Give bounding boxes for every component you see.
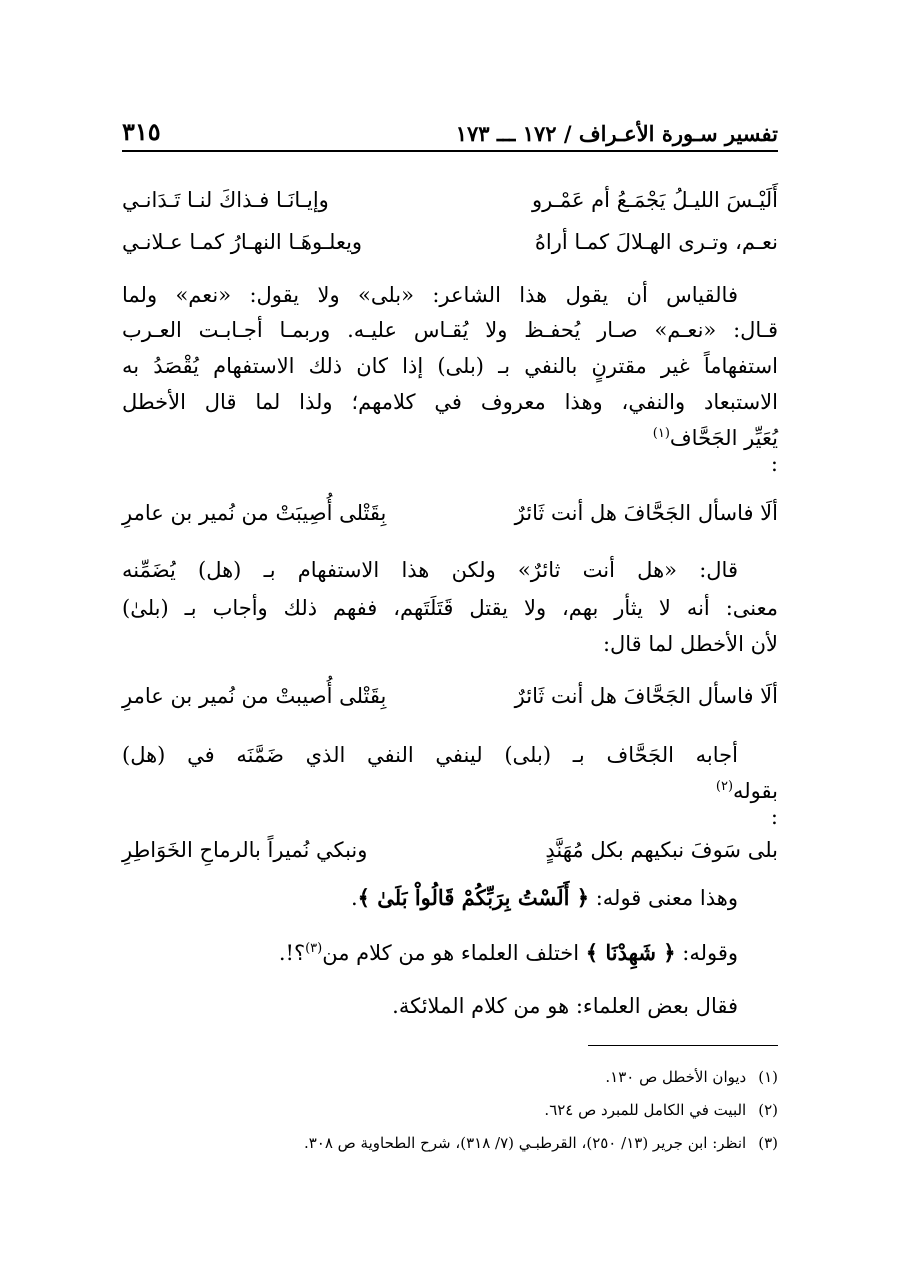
paragraph-line: لأن الأخطل لما قال: xyxy=(602,632,778,656)
footnote-marker: (١) xyxy=(652,426,670,441)
footnote-rule xyxy=(588,1045,778,1046)
verse-hemistich-left: ويعلـوهَـا النهـارُ كمـا عـلانـي xyxy=(122,230,363,254)
paragraph-line: استفهاماً غير مقترنٍ بالنفي بـ (بلى) إذا كان ذلك الاستفهام يُقْصَدُ به xyxy=(122,354,778,378)
quran-citation-line xyxy=(122,942,778,964)
paragraph-text: يُعَيِّر الجَحَّاف xyxy=(669,426,778,450)
verse-line-2 xyxy=(122,232,778,253)
footnote-text: ديوان الأخطل ص ١٣٠. xyxy=(605,1068,747,1086)
verse-hemistich-left: ونبكي نُميراً بالرماحِ الخَوَاطِرِ xyxy=(122,838,368,862)
page-header xyxy=(122,112,778,146)
citation-prefix: وقوله: xyxy=(675,941,738,965)
header-rule xyxy=(122,150,778,152)
paragraph-line: أجابه الجَحَّاف بـ (بلى) لينفي النفي الذي ضَمَّنَه في (هل) xyxy=(122,743,738,767)
paragraph-line: فالقياس أن يقول هذا الشاعر: «بلى» ولا يقول: «نعم» ولما xyxy=(122,283,738,307)
verse-hemistich-left: بِقَتْلى أُصِيبَتْ من نُمير بن عامرِ xyxy=(122,501,387,525)
verse-line-4 xyxy=(122,686,778,707)
verse-hemistich-right: أَلَيْـسَ الليـلُ يَجْمَـعُ أم عَمْـرو xyxy=(531,188,778,212)
paragraph-line: معنى: أنه لا يثأر بهم، ولا يقتل قَتَلَتَهم، ففهم ذلك وأجاب بـ (بلىٰ) xyxy=(122,596,778,620)
verse-hemistich-left: وإيـانَـا فـذاكَ لنـا تَـدَانـي xyxy=(122,188,329,212)
paragraph-line: الاستبعاد والنفي، وهذا معروف في كلامهم؛ ولذا لما قال الأخطل xyxy=(122,390,778,414)
paragraph-line: : xyxy=(770,452,778,476)
citation-suffix: ؟!. xyxy=(278,941,306,965)
quran-citation-line xyxy=(122,887,778,909)
quran-verse: ﴿ أَلَسْتُ بِرَبِّكُمْ قَالُواْ بَلَىٰ ﴾ xyxy=(357,885,590,910)
citation-suffix: . xyxy=(350,886,358,910)
page-number: ٣١٥ xyxy=(122,117,161,146)
footnote-number: (١) xyxy=(758,1068,778,1086)
footnote-text: البيت في الكامل للمبرد ص ٦٢٤. xyxy=(544,1101,747,1119)
footnote xyxy=(122,1136,778,1151)
footnote xyxy=(122,1103,778,1118)
footnote-number: (٢) xyxy=(758,1101,778,1119)
footnote-text: انظر: ابن جرير (١٣/ ٢٥٠)، القرطبـي (٧/ ٣١٨)، شرح الطحاوية ص ٣٠٨. xyxy=(303,1134,747,1152)
citation-prefix: وهذا معنى قوله: xyxy=(589,886,738,910)
paragraph-line xyxy=(122,427,778,449)
verse-line-5 xyxy=(122,840,778,861)
verse-line-3 xyxy=(122,503,778,524)
paragraph-line: فقال بعض العلماء: هو من كلام الملائكة. xyxy=(392,994,738,1018)
footnote-marker: (٢) xyxy=(715,779,734,794)
paragraph-line: قال: «هل أنت ثائرٌ» ولكن هذا الاستفهام بـ (هل) يُضَمِّنه xyxy=(122,558,738,582)
footnote-number: (٣) xyxy=(758,1134,778,1152)
verse-line-1 xyxy=(122,190,778,211)
verse-hemistich-right: ألَا فاسأل الجَحَّافَ هل أنت ثَائرٌ xyxy=(514,684,778,708)
verse-hemistich-right: نعـم، وتـرى الهـلالَ كمـا أراهُ xyxy=(534,230,778,254)
footnote-marker: (٣) xyxy=(305,941,323,956)
quran-verse: ﴿ شَهِدْنَا ﴾ xyxy=(585,940,676,965)
paragraph-line xyxy=(122,780,778,802)
verse-hemistich-left: بِقَتْلى أُصيبتْ من نُمير بن عامرِ xyxy=(122,684,387,708)
paragraph-text: بقوله xyxy=(733,779,778,803)
running-title: تفسير سـورة الأعـراف / ١٧٢ ـــ ١٧٣ xyxy=(455,121,778,146)
citation-middle: اختلف العلماء هو من كلام من xyxy=(322,941,586,965)
paragraph-line: قـال: «نعـم» صـار يُحفـظ ولا يُقـاس عليـه. وربمـا أجـابـت العـرب xyxy=(122,318,778,342)
verse-hemistich-right: ألَا فاسأل الجَحَّافَ هل أنت ثَائرٌ xyxy=(514,501,778,525)
paragraph-line: : xyxy=(770,805,778,829)
verse-hemistich-right: بلى سَوفَ نبكيهم بكل مُهَنَّدٍ xyxy=(545,838,778,862)
footnote xyxy=(122,1070,778,1085)
